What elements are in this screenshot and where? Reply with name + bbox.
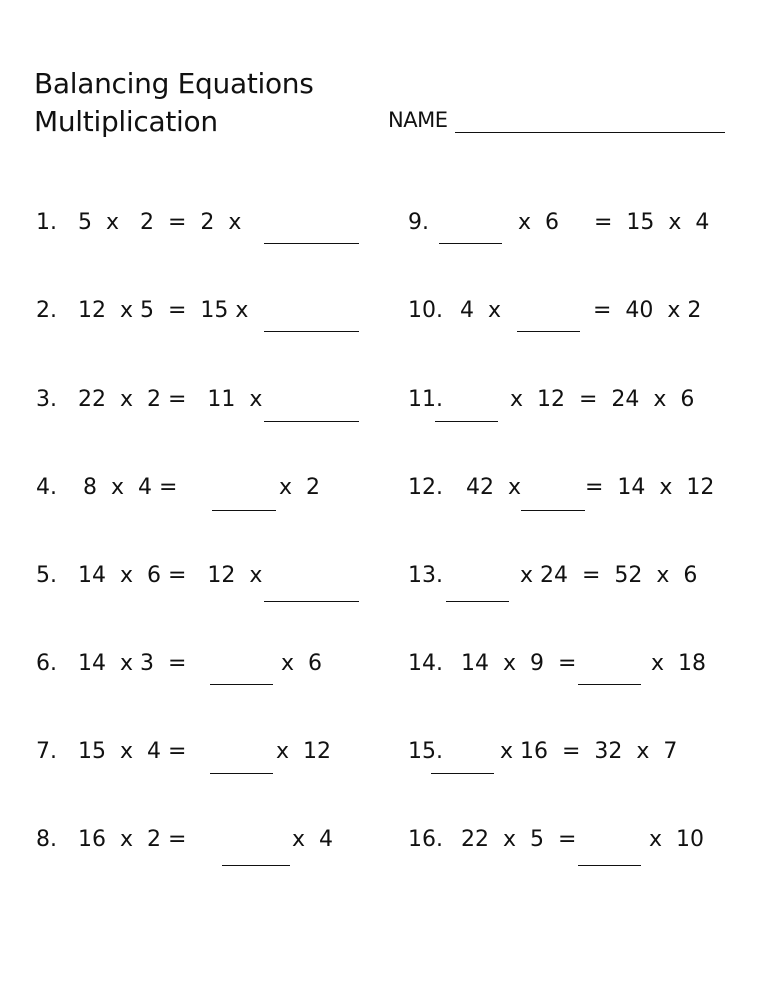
problem-number: 13.: [408, 563, 443, 588]
problem-left-expression: 42 x: [466, 475, 521, 500]
title-line-1: Balancing Equations: [34, 67, 314, 100]
problem-number: 11.: [408, 387, 443, 412]
answer-blank[interactable]: [264, 421, 359, 422]
problem-right-expression: x 6: [281, 651, 323, 676]
problem-left-expression: 14 x 3 =: [78, 651, 187, 676]
problem-number: 16.: [408, 827, 443, 852]
problem-number: 6.: [36, 651, 57, 676]
problem-left-expression: 12 x 5 = 15 x: [78, 298, 249, 323]
problem-number: 12.: [408, 475, 443, 500]
problem-right-expression: = 14 x 12: [585, 475, 715, 500]
answer-blank[interactable]: [431, 773, 494, 774]
problem-left-expression: 15 x 4 =: [78, 739, 187, 764]
problem-left-expression: 16 x 2 =: [78, 827, 187, 852]
problem-number: 1.: [36, 210, 57, 235]
answer-blank[interactable]: [212, 510, 276, 511]
problem-right-expression: x 10: [649, 827, 704, 852]
answer-blank[interactable]: [264, 331, 359, 332]
answer-blank[interactable]: [264, 243, 359, 244]
problem-left-expression: 14 x 9 =: [461, 651, 577, 676]
title-line-2: Multiplication: [34, 105, 218, 138]
problem-right-expression: x 12: [276, 739, 331, 764]
problem-right-expression: x 12 = 24 x 6: [510, 387, 695, 412]
problem-right-expression: x 2: [279, 475, 321, 500]
problem-number: 5.: [36, 563, 57, 588]
name-answer-line[interactable]: [455, 132, 725, 133]
problem-left-expression: 5 x 2 = 2 x: [78, 210, 242, 235]
problem-number: 8.: [36, 827, 57, 852]
problem-left-expression: 22 x 5 =: [461, 827, 577, 852]
problem-number: 10.: [408, 298, 443, 323]
problem-right-expression: x 24 = 52 x 6: [520, 563, 698, 588]
problem-right-expression: = 40 x 2: [593, 298, 702, 323]
problem-left-expression: 8 x 4 =: [83, 475, 178, 500]
answer-blank[interactable]: [578, 684, 641, 685]
problem-left-expression: 22 x 2 = 11 x: [78, 387, 263, 412]
problem-number: 3.: [36, 387, 57, 412]
answer-blank[interactable]: [222, 865, 290, 866]
answer-blank[interactable]: [264, 601, 359, 602]
problem-number: 14.: [408, 651, 443, 676]
answer-blank[interactable]: [578, 865, 641, 866]
answer-blank[interactable]: [517, 331, 580, 332]
problem-number: 2.: [36, 298, 57, 323]
problem-right-expression: x 18: [651, 651, 706, 676]
answer-blank[interactable]: [210, 773, 273, 774]
problem-number: 7.: [36, 739, 57, 764]
name-label: NAME: [388, 108, 448, 132]
answer-blank[interactable]: [446, 601, 509, 602]
problem-right-expression: x 16 = 32 x 7: [500, 739, 678, 764]
problem-left-expression: 14 x 6 = 12 x: [78, 563, 263, 588]
problem-number: 9.: [408, 210, 429, 235]
problem-right-expression: x 4: [292, 827, 334, 852]
answer-blank[interactable]: [521, 510, 585, 511]
problem-left-expression: 4 x: [460, 298, 502, 323]
answer-blank[interactable]: [210, 684, 273, 685]
problem-number: 4.: [36, 475, 57, 500]
problem-right-expression: x 6 = 15 x 4: [518, 210, 710, 235]
answer-blank[interactable]: [435, 421, 498, 422]
problem-number: 15.: [408, 739, 443, 764]
answer-blank[interactable]: [439, 243, 502, 244]
